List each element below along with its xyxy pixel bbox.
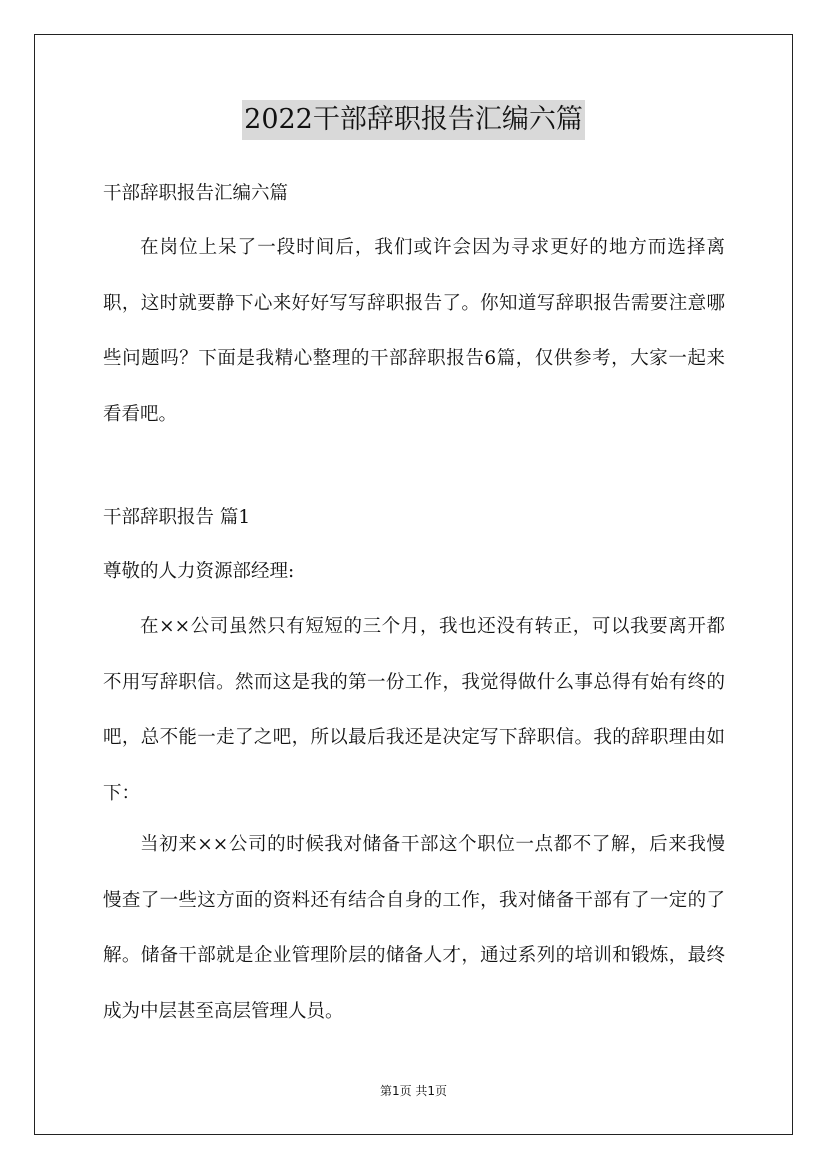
body-paragraph: 在××公司虽然只有短短的三个月，我也还没有转正，可以我要离开都不用写辞职信。然而这是我的第一份工作，我觉得做什么事总得有始有终的吧，总不能一走了之吧，所以最后我还是决定写下辞职信。我的辞职理由如下： [103, 616, 725, 804]
body-paragraph: 当初来××公司的时候我对储备干部这个职位一点都不了解，后来我慢慢查了一些这方面的资料还有结合自身的工作，我对储备干部有了一定的了解。储备干部就是企业管理阶层的储备人才，通过系列的培训和锻炼，最终成为中层甚至高层管理人员。 [103, 834, 725, 1022]
document-title: 2022干部辞职报告汇编六篇 [242, 100, 585, 140]
title-container [0, 100, 827, 140]
section-heading: 干部辞职报告 篇1 [103, 507, 251, 528]
salutation: 尊敬的人力资源部经理: [103, 561, 295, 582]
intro-paragraph: 在岗位上呆了一段时间后，我们或许会因为寻求更好的地方而选择离职，这时就要静下心来好好写写辞职报告了。你知道写辞职报告需要注意哪些问题吗？下面是我精心整理的干部辞职报告6篇，仅供参考，大家一起来看看吧。 [103, 237, 725, 425]
document-subtitle: 干部辞职报告汇编六篇 [103, 183, 289, 204]
page-footer: 第1页 共1页 [379, 1084, 448, 1098]
